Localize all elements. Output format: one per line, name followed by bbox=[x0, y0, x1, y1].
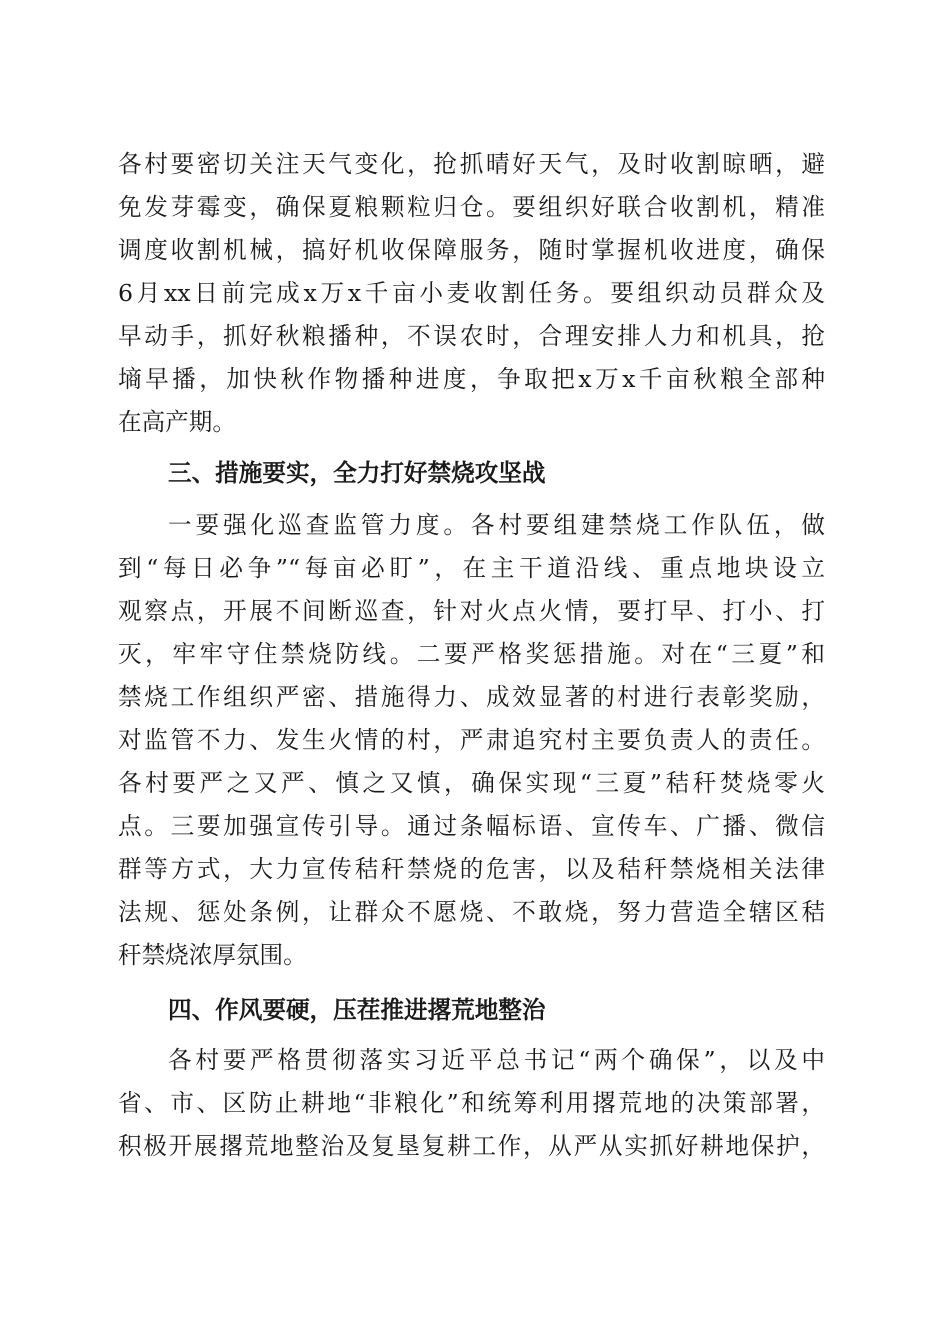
paragraph-2-line-9: 群等方式，大力宣传秸秆禁烧的危害，以及秸秆禁烧相关法律 bbox=[118, 855, 825, 883]
paragraph-3-line-2: 省、市、区防止耕地“非粮化”和统筹利用撂荒地的决策部署， bbox=[118, 1089, 825, 1117]
paragraph-2-line-11: 秆禁烧浓厚氛围。 bbox=[118, 941, 307, 969]
paragraph-1-line-7: 在高产期。 bbox=[118, 408, 236, 436]
paragraph-1-line-1: 各村要密切关注天气变化，抢抓晴好天气，及时收割晾晒，避 bbox=[118, 150, 825, 178]
paragraph-2-line-5: 禁烧工作组织严密、措施得力、成效显著的村进行表彰奖励， bbox=[118, 683, 825, 711]
paragraph-3-line-3: 积极开展撂荒地整治及复垦复耕工作，从严从实抓好耕地保护， bbox=[118, 1132, 825, 1160]
paragraph-1-line-6: 墒早播，加快秋作物播种进度，争取把x万x千亩秋粮全部种 bbox=[118, 365, 825, 393]
paragraph-1-line-2: 免发芽霉变，确保夏粮颗粒归仓。要组织好联合收割机，精准 bbox=[118, 193, 825, 221]
paragraph-2-line-3: 观察点，开展不间断巡查，针对火点火情，要打早、打小、打 bbox=[118, 597, 825, 625]
paragraph-2-line-4: 灭，牢牢守住禁烧防线。二要严格奖惩措施。对在“三夏”和 bbox=[118, 640, 825, 668]
paragraph-2-line-1: 一要强化巡查监管力度。各村要组建禁烧工作队伍，做 bbox=[168, 511, 825, 539]
paragraph-2-line-8: 点。三要加强宣传引导。通过条幅标语、宣传车、广播、微信 bbox=[118, 812, 825, 840]
paragraph-2-line-7: 各村要严之又严、慎之又慎，确保实现“三夏”秸秆焚烧零火 bbox=[118, 769, 825, 797]
section-heading-3: 三、措施要实，全力打好禁烧攻坚战 bbox=[168, 459, 546, 487]
paragraph-1-line-5: 早动手，抓好秋粮播种，不误农时，合理安排人力和机具，抢 bbox=[118, 322, 825, 350]
section-heading-4: 四、作风要硬，压茬推进撂荒地整治 bbox=[168, 996, 546, 1024]
paragraph-2-line-6: 对监管不力、发生火情的村，严肃追究村主要负责人的责任。 bbox=[118, 726, 825, 754]
paragraph-2-line-10: 法规、惩处条例，让群众不愿烧、不敢烧，努力营造全辖区秸 bbox=[118, 898, 825, 926]
paragraph-2-line-2: 到“每日必争”“每亩必盯”，在主干道沿线、重点地块设立 bbox=[118, 554, 825, 582]
paragraph-1-line-3: 调度收割机械，搞好机收保障服务，随时掌握机收进度，确保 bbox=[118, 236, 825, 264]
paragraph-1-line-4: 6月xx日前完成x万x千亩小麦收割任务。要组织动员群众及 bbox=[118, 279, 825, 307]
paragraph-3-line-1: 各村要严格贯彻落实习近平总书记“两个确保”，以及中 bbox=[168, 1046, 825, 1074]
